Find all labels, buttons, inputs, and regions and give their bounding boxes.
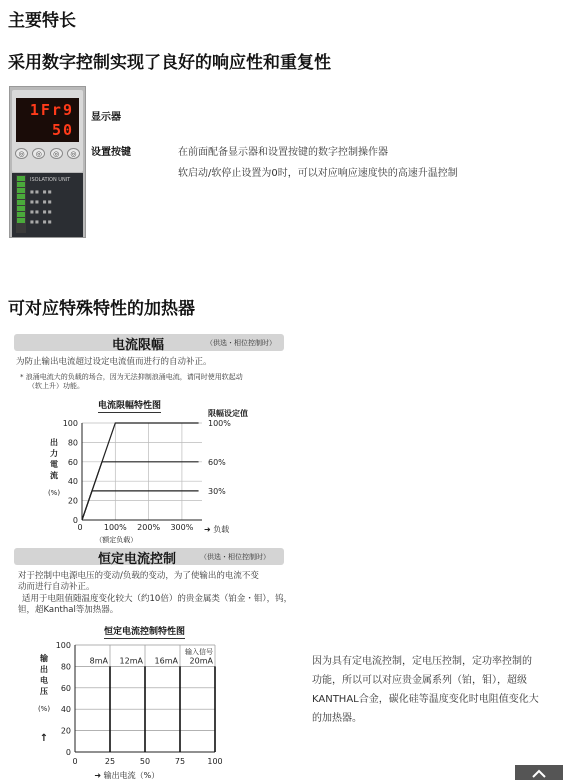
chart1-series-label: 100% — [208, 419, 231, 428]
chart2-x-tick-label: 25 — [104, 757, 116, 766]
chart1-y-label-char: 力 — [50, 449, 58, 458]
controller-button: ◎ — [15, 148, 28, 159]
chart2-series-label: 12mA — [119, 656, 143, 666]
controller-button: ◎ — [32, 148, 45, 159]
chart1-x-sublabel: （额定负载） — [95, 536, 138, 544]
controller-display — [16, 98, 79, 142]
chart1-series-label: 30% — [208, 486, 226, 496]
setting-key-desc-2: 软启动/软停止设置为0时，可以对应响应速度快的高速升温控制 — [178, 168, 458, 179]
chart1-x-label: ➜ 负载 — [204, 525, 230, 534]
display-top-value: 1Fr9 — [29, 101, 74, 119]
current-limit-title: 电流限幅 — [112, 338, 165, 353]
chart2-y-label-unit: (%) — [37, 705, 51, 713]
controller-device-image — [9, 86, 86, 238]
setting-key-desc-1: 在前面配备显示器和设置按键的数字控制操作器 — [178, 147, 388, 158]
chart2-series-label: 8mA — [89, 656, 108, 666]
chart1-y-tick-label: 20 — [67, 496, 78, 506]
chart1-y-label-char: 電 — [50, 460, 58, 469]
chart2-x-tick-label: 0 — [72, 757, 78, 766]
side-line: 的加热器。 — [312, 713, 362, 724]
chart2-y-label-char: 压 — [40, 687, 48, 696]
chart2-y-label-char: 输 — [40, 654, 48, 663]
constant-current-chart-title: 恒定电流控制特性图 — [104, 624, 185, 639]
side-line: 因为具有定电流控制，定电压控制，定功率控制的 — [312, 656, 532, 667]
chart1-series-label: 60% — [208, 457, 226, 467]
isolation-unit: ISOLATION UNIT ■ ■ ■ ■ ■ ■ ■ ■ ■ ■ ■ ■ ■ ■ ■ ■ — [12, 173, 83, 237]
chart1-y-label-char: 流 — [50, 471, 58, 480]
chart1-y-tick-label: 80 — [67, 438, 78, 448]
side-description — [312, 652, 539, 728]
current-limit-header — [14, 334, 284, 351]
chart1-x-tick-label: 100% — [103, 523, 127, 532]
chart1-y-tick-label: 100 — [62, 419, 78, 428]
chart1-series-line — [82, 423, 199, 520]
constant-current-desc-4: 钽，超Kanthal等加热器。 — [18, 605, 119, 615]
chart2-series-label: 16mA — [154, 656, 178, 666]
setting-key-label: 设置按键 — [91, 147, 131, 158]
chart2-y-tick-label: 100 — [55, 641, 71, 650]
chart1-x-tick-label: 0 — [77, 523, 83, 532]
chart2-input-signal-label: 输入信号 — [185, 648, 213, 656]
chart2-y-label-char: 电 — [40, 676, 48, 685]
chart1-y-label-unit: (%) — [47, 489, 61, 497]
chart1-y-label-char: 出 — [50, 438, 58, 447]
chart1-y-tick-label: 0 — [72, 516, 78, 525]
controller-front-panel — [12, 90, 83, 172]
chart2-x-tick-label: 50 — [139, 757, 151, 766]
special-heaters-heading: 可对应特殊特性的加热器 — [8, 299, 195, 319]
chart2-x-tick-label: 75 — [174, 757, 186, 766]
display-bottom-value: 50 — [51, 121, 74, 139]
chart1-x-tick-label: 200% — [137, 523, 161, 532]
constant-current-header — [14, 548, 284, 565]
digital-control-heading: 采用数字控制实现了良好的响应性和重复性 — [8, 53, 331, 73]
terminal-block — [16, 175, 26, 233]
current-limit-chart — [40, 406, 290, 544]
chart2-x-tick-label: 100 — [207, 757, 223, 766]
current-limit-note-1: * 浪涌电流大的负载的场合，因为无法抑制浪涌电流，请同时使用软起动 — [20, 373, 243, 381]
isolation-unit-label: ISOLATION UNIT — [30, 177, 71, 183]
controller-button: ◎ — [50, 148, 63, 159]
side-line: KANTHAL合金，碳化硅等温度变化时电阻值变化大 — [312, 694, 539, 705]
constant-current-desc-2: 动而进行自动补正。 — [18, 582, 95, 592]
display-label: 显示器 — [91, 112, 121, 123]
current-limit-subtitle: （供选・相位控制时） — [206, 339, 276, 347]
chart1-right-title: 限幅设定值 — [208, 409, 248, 418]
chart1-y-tick-label: 40 — [67, 477, 78, 487]
constant-current-desc-3: 适用于电阻值随温度变化较大（约10倍）的贵金属类（铂金・钼），钨， — [22, 594, 293, 604]
chart1-x-tick-label: 300% — [170, 523, 194, 532]
chart1-series-line — [82, 491, 199, 520]
constant-current-desc-1: 对于控制中电源电压的变动/负载的变动，为了使输出的电流不变 — [18, 571, 259, 581]
chart1-y-tick-label: 60 — [67, 457, 78, 467]
controller-button-row — [15, 148, 80, 162]
side-line: 功能，所以可以对应贵金属系列（铂，钼），超级 — [312, 675, 527, 686]
current-limit-note-2: （软上升）功能。 — [28, 382, 84, 390]
chart2-x-label: ➜ 输出电流（%） — [94, 771, 160, 780]
current-limit-desc: 为防止输出电流超过设定电流值而进行的自动补正。 — [16, 357, 212, 367]
constant-current-title: 恒定电流控制 — [98, 552, 177, 567]
controller-button: ◎ — [67, 148, 80, 159]
chart2-y-tick-label: 60 — [60, 683, 71, 693]
chart2-y-tick-label: 40 — [60, 705, 71, 715]
chart2-y-tick-label: 20 — [60, 726, 71, 736]
constant-current-subtitle: （供选・相位控制时） — [200, 553, 270, 561]
scroll-to-top-button[interactable] — [515, 765, 563, 780]
main-features-heading: 主要特长 — [8, 11, 76, 31]
chevron-up-icon — [532, 768, 546, 778]
constant-current-chart — [30, 640, 260, 780]
chart2-y-arrow: ↑ — [39, 733, 49, 744]
current-limit-chart-title: 电流限幅特性图 — [98, 398, 161, 413]
chart2-y-label-char: 出 — [40, 665, 48, 674]
chart2-y-tick-label: 80 — [60, 662, 71, 672]
chart2-series-label: 20mA — [189, 656, 213, 666]
chart2-y-tick-label: 0 — [65, 748, 71, 757]
